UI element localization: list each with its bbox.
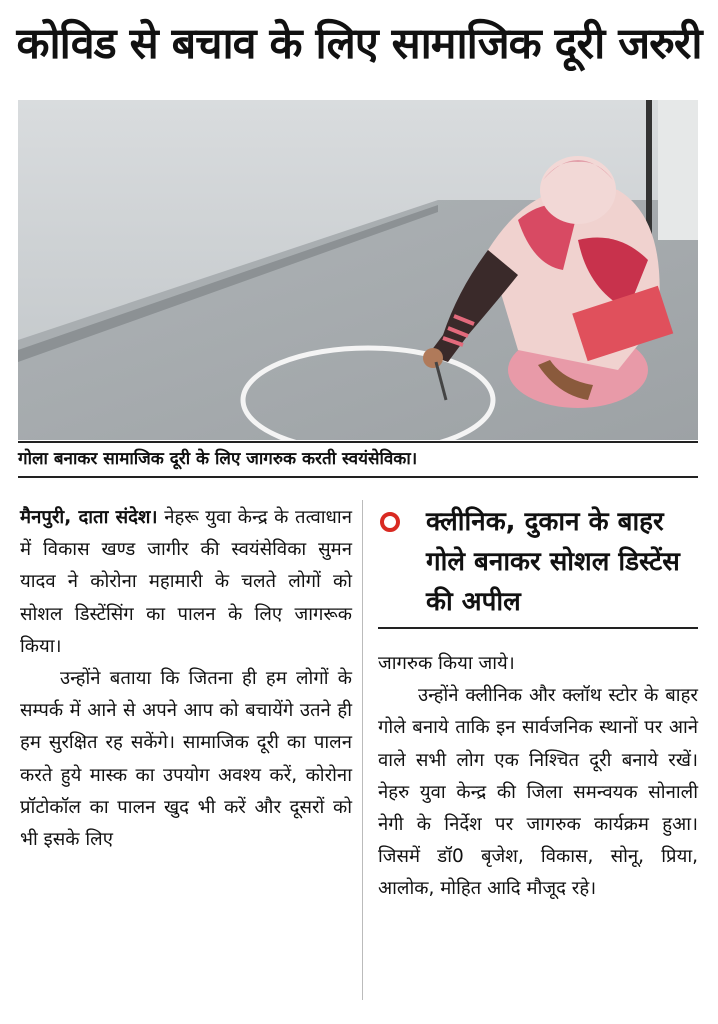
headline: कोविड से बचाव के लिए सामाजिक दूरी जरुरी <box>16 19 702 69</box>
subheading: क्लीनिक, दुकान के बाहर गोले बनाकर सोशल डिस्टेंस की अपील <box>426 507 680 617</box>
paragraph <box>20 502 352 663</box>
top-rule-under-photo <box>18 441 698 443</box>
paragraph: उन्होंने बताया कि जितना ही हम लोगों के सम्पर्क में आने से अपने आप को बचायेंगे उतने ही हम सुरक्षित रह सकेंगे। सामाजिक दूरी का पालन करते हुये मास्क का उपयोग अवश्य करें, कोरोना प्रॉटोकॉल का पालन खुद भी करें और दूसरों को भी इसके लिए <box>20 668 352 851</box>
circle-bullet-icon <box>380 512 400 532</box>
paragraph-text: नेहरू युवा केन्द्र के तत्वाधान में विकास खण्ड जागीर की स्वयंसेविका सुमन यादव ने कोरोना महामारी के चलते लोगों को सोशल डिस्टेंसिंग का पालन के लिए जागरूक किया। <box>20 507 352 657</box>
subheading-box <box>378 502 698 622</box>
photo-caption: गोला बनाकर सामाजिक दूरी के लिए जागरुक करती स्वयंसेविका। <box>18 449 418 469</box>
paragraph: उन्होंने क्लीनिक और क्लॉथ स्टोर के बाहर गोले बनाये ताकि इन सार्वजनिक स्थानों पर आने वाले सभी लोग एक निश्चित दूरी बनाये रखें। नेहरु युवा केन्द्र की जिला समन्वयक सोनाली नेगी के निर्देश पर जागरुक कार्यक्रम हुआ। जिसमें डॉ0 बृजेश, विकास, सोनू, प्रिया, आलोक, मोहित आदि मौजूद रहे। <box>378 685 698 900</box>
paragraph: जागरुक किया जाये। <box>378 653 515 674</box>
subheading-rule <box>378 627 698 629</box>
caption-rule <box>18 476 698 478</box>
dateline: मैनपुरी, दाता संदेश। <box>20 507 158 528</box>
news-photo <box>18 100 698 440</box>
column-divider <box>362 500 363 1000</box>
right-column <box>378 648 698 906</box>
left-column <box>20 502 352 856</box>
